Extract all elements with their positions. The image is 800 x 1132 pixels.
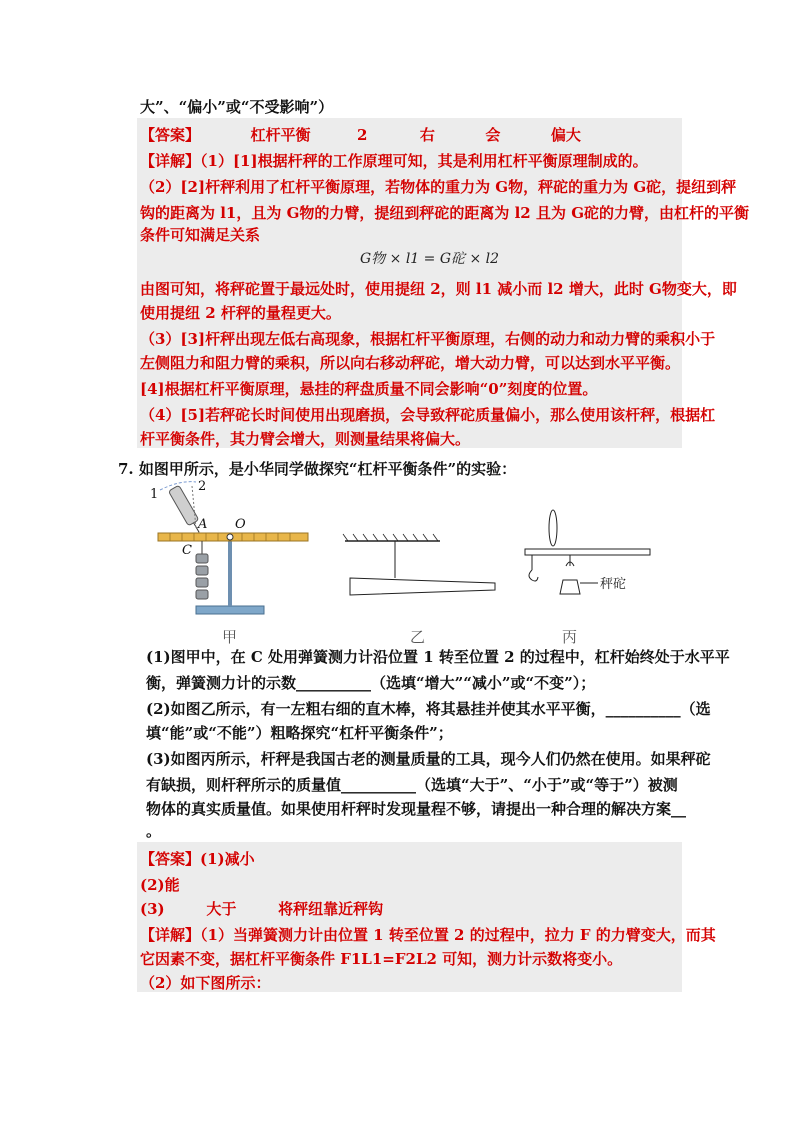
- stand-base: [196, 606, 264, 614]
- label-steelyard-weight: 秤砣: [600, 577, 627, 592]
- answer-line: (3) 大于 将秤纽靠近秤钩: [140, 900, 384, 918]
- label-C: C: [182, 543, 192, 558]
- caption-jia: 甲: [222, 628, 238, 646]
- answer-line: 【详解】（1）当弹簧测力计由位置 1 转至位置 2 的过程中，拉力 F 的力臂变大，而其: [140, 926, 716, 944]
- caption-yi: 乙: [410, 628, 426, 646]
- question-continuation: 大”、“偏小”或“不受影响”）: [140, 98, 334, 116]
- answer-item: 会: [485, 126, 501, 144]
- question-line: (3)如图丙所示，杆秤是我国古老的测量质量的工具，现今人们仍然在使用。如果秤砣: [146, 750, 711, 768]
- detail-line: 由图可知，将秤砣置于最远处时，使用提纽 2，则 l1 减小而 l2 增大，此时 G物变大，即: [140, 280, 737, 298]
- detail-line: （2）[2]杆秤利用了杠杆平衡原理，若物体的重力为 G物，秤砣的重力为 G砣，提纽到秤: [140, 178, 737, 196]
- detail-line: 条件可知满足关系: [140, 226, 261, 244]
- figure-bing: [525, 510, 650, 594]
- detail-line: （3）[3]杆秤出现左低右高现象，根据杠杆平衡原理，右侧的动力和动力臂的乘积小于: [140, 330, 716, 348]
- caption-bing: 丙: [562, 628, 578, 646]
- balance-formula: G物 × l1 = G砣 × l2: [360, 251, 500, 267]
- answer-line: 它因素不变，据杠杆平衡条件 F1L1=F2L2 可知，测力计示数将变小。: [140, 950, 623, 968]
- answer-item: 杠杆平衡: [250, 126, 311, 144]
- label-1: 1: [150, 487, 159, 502]
- answer-line: 【答案】(1)减小: [140, 850, 255, 868]
- answer-line: （2）如下图所示：: [140, 974, 271, 992]
- label-2: 2: [198, 479, 207, 494]
- tapered-stick: [350, 578, 495, 595]
- answer-tag: 【答案】: [140, 126, 201, 144]
- question-line: 。: [146, 822, 162, 840]
- question-7-title: 7. 如图甲所示，是小华同学做探究“杠杆平衡条件”的实验：: [118, 460, 517, 478]
- question-line: 物体的真实质量值。如果使用杆秤时发现量程不够，请提出一种合理的解决方案__: [146, 800, 687, 818]
- detail-line: [4]根据杠杆平衡原理，悬挂的秤盘质量不同会影响“0”刻度的位置。: [140, 380, 598, 398]
- question-line: (2)如图乙所示，有一左粗右细的直木棒，将其悬挂并使其水平平衡，__________（选: [146, 700, 711, 718]
- detail-line: 钩的距离为 l1，且为 G物的力臂，提纽到秤砣的距离为 l2 且为 G砣的力臂，由杠杆的平衡: [140, 204, 750, 222]
- weight: [196, 578, 208, 587]
- detail-line: 杆平衡条件，其力臂会增大，则测量结果将偏大。: [140, 430, 471, 448]
- figure-jia: [150, 479, 308, 614]
- label-A: A: [198, 517, 208, 532]
- figure-yi: [343, 534, 495, 595]
- experiment-figure: [140, 478, 660, 628]
- answer-item: 2: [356, 126, 368, 144]
- weight: [196, 554, 208, 563]
- weight: [196, 590, 208, 599]
- answer-row: [140, 124, 581, 145]
- weight: [196, 566, 208, 575]
- answer-item: 右: [419, 126, 435, 144]
- question-line: 有缺损，则杆秤所示的质量值__________（选填“大于”、“小于”或“等于”）被测: [146, 776, 678, 794]
- hook: [529, 570, 538, 581]
- weight-tuo: [560, 580, 580, 594]
- question-line: 衡，弹簧测力计的示数__________（选填“增大”“减小”或“不变”）；: [146, 674, 596, 692]
- detail-line: 【详解】（1）[1]根据杆秤的工作原理可知，其是利用杠杆平衡原理制成的。: [140, 152, 648, 170]
- detail-line: 使用提纽 2 杆秤的量程更大。: [140, 304, 341, 322]
- detail-line: 左侧阻力和阻力臂的乘积，所以向右移动秤砣，增大动力臂，可以达到水平平衡。: [140, 354, 681, 372]
- question-line: (1)图甲中，在 C 处用弹簧测力计沿位置 1 转至位置 2 的过程中，杠杆始终处于水平平: [146, 648, 730, 666]
- answer-item: 偏大: [550, 126, 581, 144]
- question-line: 填“能”或“不能”）粗略探究“杠杆平衡条件”；: [146, 724, 453, 742]
- stand-pole: [228, 538, 232, 606]
- pivot-O: [227, 534, 233, 540]
- label-O: O: [235, 517, 246, 532]
- detail-line: （4）[5]若秤砣长时间使用出现磨损，会导致秤砣质量偏小，那么使用该杆秤，根据杠: [140, 406, 716, 424]
- answer-line: (2)能: [140, 876, 180, 894]
- steelyard-beam: [525, 549, 650, 555]
